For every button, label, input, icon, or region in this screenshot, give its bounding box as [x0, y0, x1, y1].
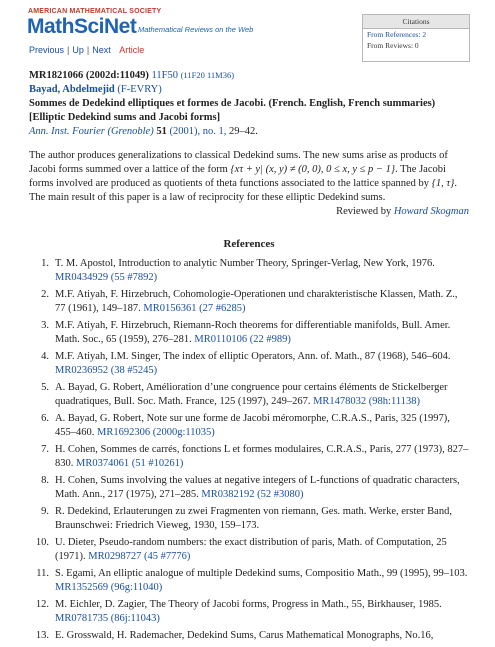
reference-number: 7. [41, 444, 49, 455]
reference-item [29, 319, 469, 346]
references-list [29, 257, 469, 643]
reference-item [29, 536, 469, 563]
paper-title: Sommes de Dedekind elliptiques et formes de Jacobi. (French. English, French summaries) [Elliptic Dedekind sums and Jacobi forms] [29, 98, 436, 123]
reference-citation: H. Cohen, Sommes de carrés, fonctions L et formes modulaires, C.R.A.S., Paris, 277 (1973), 827–830. [55, 444, 469, 469]
reference-text [55, 350, 469, 377]
reference-mr-link[interactable]: MR0110106 (22 #989) [194, 333, 291, 345]
reference-number: 10. [35, 537, 49, 548]
secondary-classification-link[interactable]: (11F20 11M36) [180, 70, 235, 80]
mr-number: MR1821066 (2002d:11049) [29, 70, 149, 81]
reference-text [55, 288, 469, 315]
review-math: {xτ + y| (x, y) ≠ (0, 0), 0 ≤ x, y ≤ p − 1} [230, 164, 396, 175]
reference-number: 9. [41, 506, 49, 517]
nav-bar [29, 45, 144, 55]
reference-number: 11. [36, 568, 49, 579]
reference-mr-link[interactable]: MR0781735 (86j:11043) [55, 612, 160, 624]
author-affiliation: (F-EVRY) [117, 84, 162, 95]
reference-item [29, 629, 469, 643]
review-content [29, 68, 469, 647]
reference-mr-link[interactable]: MR0374061 (51 #10261) [76, 457, 184, 469]
next-link[interactable]: Next [92, 45, 111, 55]
reference-text [55, 536, 469, 563]
reference-number: 5. [41, 382, 49, 393]
from-reviews-text: From Reviews: 0 [367, 41, 419, 50]
reference-item [29, 443, 469, 470]
review-text-part: The author produces generalizations to classical Dedekind sums. The new sums arise as products of Jacobi forms summed over a lattice of the form [29, 150, 448, 175]
journal-name: Ann. Inst. Fourier (Grenoble) [29, 126, 154, 137]
reference-item [29, 381, 469, 408]
reference-citation: R. Dedekind, Erlauterungen zu zwei Fragmenten von riemann, Ges. math. Werke, erster Band, Braunschwei: Friedrich Vieweg, 1930, 159–173. [55, 506, 452, 531]
reference-text [55, 412, 469, 439]
mathscinet-logo[interactable]: MathSciNet [27, 15, 137, 38]
author-line [29, 83, 469, 97]
reference-citation: H. Cohen, Sums involving the values at negative integers of L-functions of quadratic characters, Math. Ann., 217 (1975), 271–285. [55, 475, 460, 500]
up-link[interactable]: Up [72, 45, 84, 55]
reference-item [29, 412, 469, 439]
primary-classification-link[interactable]: 11F50 [151, 70, 178, 81]
previous-link[interactable]: Previous [29, 45, 65, 55]
reference-citation: M.F. Atiyah, F. Hirzebruch, Riemann-Roch theorems for differentiable manifolds, Bull. Amer. Math. Soc., 65 (1959), 276–281. [55, 320, 451, 345]
mr-number-line [29, 68, 469, 83]
citations-box [362, 14, 470, 62]
reference-mr-link[interactable]: MR0382192 (52 #3080) [201, 488, 304, 500]
reference-citation: U. Dieter, Pseudo-random numbers: the exact distribution of paris, Math. of Computation, 25 (1971). [55, 537, 447, 562]
reference-item [29, 288, 469, 315]
nav-separator: | [86, 45, 90, 55]
reference-number: 1. [41, 258, 49, 269]
reference-number: 4. [41, 351, 49, 362]
reference-mr-link[interactable]: MR0156361 (27 #6285) [143, 302, 246, 314]
reference-text [55, 505, 469, 532]
citations-title: Citations [363, 15, 469, 29]
reference-mr-link[interactable]: MR0434929 (55 #7892) [55, 271, 158, 283]
reference-item [29, 598, 469, 625]
journal-line [29, 125, 469, 139]
reference-citation: E. Grosswald, H. Rademacher, Dedekind Sums, Carus Mathematical Monographs, No.16, [55, 630, 434, 641]
reference-citation: A. Bayad, G. Robert, Amélioration d’une congruence pour certains éléments de Stickelberger quadratiques, Bull. Soc. Math. France, 125 (1997), 249–267. [55, 382, 448, 407]
author-link[interactable]: Bayad, Abdelmejid [29, 84, 115, 95]
reference-number: 3. [41, 320, 49, 331]
review-text-part: . The main result of this paper is a law of reciprocity for these elliptic Dedekind sums. [29, 178, 457, 203]
reference-text [55, 629, 469, 643]
reference-mr-link[interactable]: MR1478032 (98h:11138) [313, 395, 420, 407]
reference-number: 2. [41, 289, 49, 300]
reviewed-by-label: Reviewed by [336, 206, 392, 217]
review-text [29, 149, 469, 205]
reference-number: 8. [41, 475, 49, 486]
reference-mr-link[interactable]: MR1352569 (96g:11040) [55, 581, 163, 593]
logo-tagline: Mathematical Reviews on the Web [138, 25, 254, 34]
reference-item [29, 505, 469, 532]
reference-text [55, 567, 469, 594]
reference-text [55, 257, 469, 284]
reference-number: 13. [35, 630, 49, 641]
reference-citation: A. Bayad, G. Robert, Note sur une forme de Jacobi méromorphe, C.R.A.S., Paris, 325 (1997), 455–460. [55, 413, 450, 438]
from-references-link[interactable]: From References: 2 [367, 30, 427, 39]
journal-volume: 51 [156, 126, 167, 137]
journal-link[interactable] [29, 126, 154, 137]
ams-label: AMERICAN MATHEMATICAL SOCIETY [28, 8, 162, 15]
reference-citation: T. M. Apostol, Introduction to analytic Number Theory, Springer-Verlag, New York, 1976. [55, 258, 435, 269]
reference-text [55, 598, 469, 625]
reference-citation: M.F. Atiyah, I.M. Singer, The index of elliptic Operators, Ann. of. Math., 87 (1968), 546–604. [55, 351, 451, 362]
reference-citation: M.F. Atiyah, F. Hirzebruch, Cohomologie-Operationen und charakteristische Klassen, Math. Z., 77 (1961), 149–187. [55, 289, 458, 314]
reference-item [29, 350, 469, 377]
reference-item [29, 567, 469, 594]
nav-separator: | [67, 45, 70, 55]
reference-text [55, 381, 469, 408]
page-header [0, 0, 495, 62]
review-text-part: . The Jacobi forms involved are produced as quotients of theta functions associated to the lattice spanned by [29, 164, 446, 189]
reference-item [29, 257, 469, 284]
reviewer-link[interactable]: Howard Skogman [393, 206, 469, 217]
review-math: {1, τ} [431, 178, 455, 189]
reference-item [29, 474, 469, 501]
reference-text [55, 319, 469, 346]
issue-link[interactable]: (2001), no. 1, [169, 126, 227, 137]
reference-number: 12. [35, 599, 49, 610]
reference-mr-link[interactable]: MR0236952 (38 #5245) [55, 364, 158, 376]
reference-citation: M. Eichler, D. Zagier, The Theory of Jacobi forms, Progress in Math., 55, Birkhauser, 1985. [55, 599, 442, 610]
reference-text [55, 443, 469, 470]
reference-mr-link[interactable]: MR1692306 (2000g:11035) [97, 426, 215, 438]
reference-mr-link[interactable]: MR0298727 (45 #7776) [88, 550, 191, 562]
reviewed-by [29, 205, 469, 219]
reference-number: 6. [41, 413, 49, 424]
reference-text [55, 474, 469, 501]
reference-citation: S. Egami, An elliptic analogue of multiple Dedekind sums, Compositio Math., 99 (1995), 99–103. [55, 568, 468, 579]
references-heading: References [223, 238, 275, 250]
journal-pages: 29–42. [228, 126, 258, 137]
article-link[interactable]: Article [119, 45, 145, 55]
